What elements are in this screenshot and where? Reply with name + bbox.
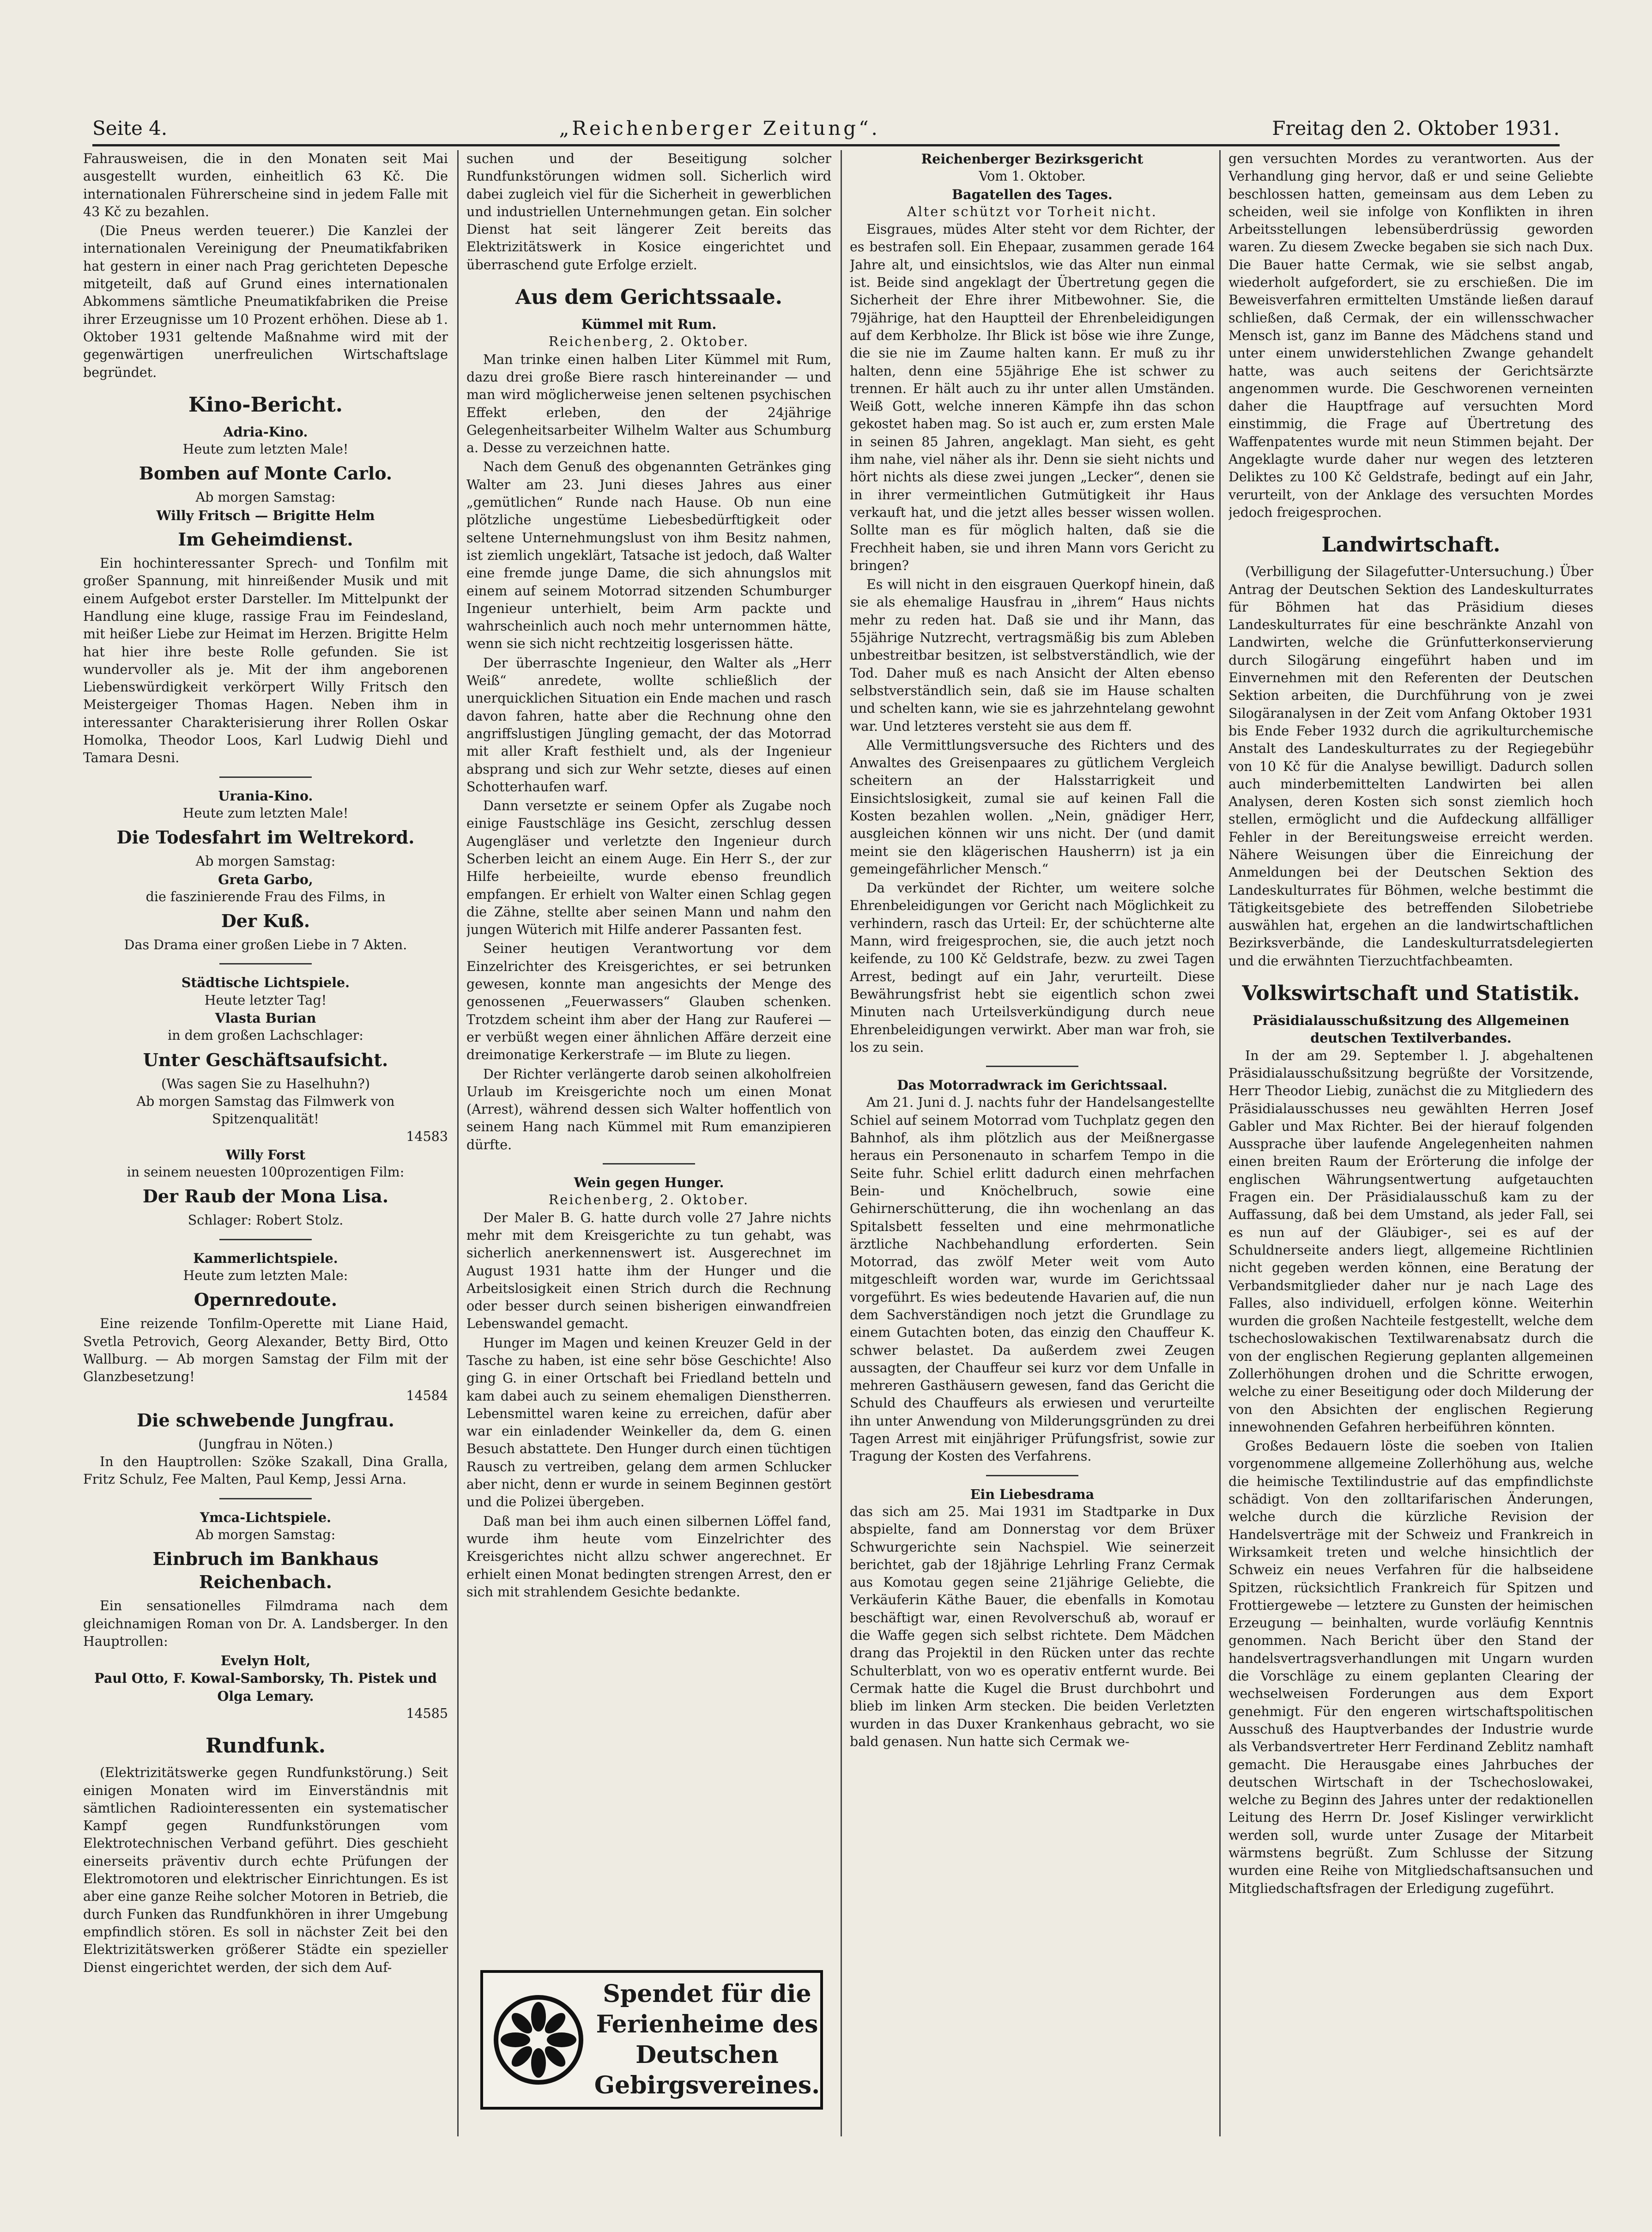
- listing-note: in dem großen Lachschlager:: [168, 1028, 363, 1043]
- article-text: In den Hauptrollen: Szöke Szakall, Dina Gralla, Fritz Schulz, Fee Malten, Paul Kemp, Jessi Arna.: [83, 1454, 448, 1487]
- cinema-name: Ymca-Lichtspiele.: [200, 1509, 332, 1525]
- article-text: Der Richter verlängerte darob seinen alkoholfreien Urlaub im Kreisgerichte noch um einen Monat (Arrest), während dessen sich Walter hoffentlich von seinem Hang nach Kümmel mit Rum emanzipieren dürfte.: [466, 1066, 831, 1152]
- film-cast: Vlasta Burian: [215, 1010, 316, 1026]
- column-3: [850, 150, 1215, 2136]
- listing-note: (Was sagen Sie zu Haselhuhn?): [161, 1076, 370, 1092]
- film-title: Einbruch im Bankhaus Reichenbach.: [152, 1548, 379, 1593]
- article-text: Großes Bedauern löste die soeben von Italien vorgenommene allgemeine Zollerhöhung aus, welche die heimische Textilindustrie auf das empfindlichste schädigt. Von den zolltarifarischen Änderungen, welche durch die kürzliche Revision der Handelsverträge mit der Schweiz und Frankreich in Wirksamkeit treten und welche hinsichtlich der Schweiz ein neues Verfahren für die halbseidene Spitzen, rücksichtlich Frankreich für Spitzen und Frottiergewebe — letztere zu Gunsten der heimischen Erzeugung — beinhalten, wurde vorläufig Kenntnis genommen. Nach Bericht über den Stand der handelsvertragsverhandlungen mit Ungarn wurden die Vorschläge zu einem geplanten Clearing der wechselweisen Forderungen aus dem Export genehmigt. Für den engeren wirtschaftspolitischen Ausschuß des Hauptverbandes der Industrie wurde als Verbandsvertreter Herr Ferdinand Zeblitz namhaft gemacht. Die Herausgabe eines Jahrbuches der deutschen Wirtschaft in der Tschechoslowakei, welche zu Beginn des Jahres unter der redaktionellen Leitung des Herrn Dr. Josef Kislinger verwirklicht werden soll, wurde unter Zusage der Mitarbeit wärmstens begrüßt. Zum Schlusse der Sitzung wurden eine Reihe von Mitgliedschaftsansuchen und Mitgliedschaftsfragen der Erledigung zugeführt.: [1228, 1438, 1593, 1896]
- article-text: Am 21. Juni d. J. nachts fuhr der Handelsangestellte Schiel auf seinem Motorrad vom Tuchplatz gegen den Bahnhof, als ihm plötzlich aus der Meißnergasse heraus ein Personenauto in scharfem Tempo in die Seite fuhr. Schiel erlitt dadurch einen mehrfachen Bein- und Knöchelbruch, sowie eine Gehirnerschütterung, die ihn wochenlang an das Spitalsbett fesselten und eine mehrmonatliche ärztliche Nachbehandlung erforderten. Sein Motorrad, das zwölf Meter weit vom Auto mitgeschleift worden war, wurde im Gerichtssaal vorgeführt. Es wies bedeutende Havarien auf, die nun dem Sachverständigen noch jetzt die Grundlage zu einem Gutachten boten, das einzig den Chauffeur K. schwer belastet. Da außerdem zwei Zeugen aussagten, der Chauffeur sei kurz vor dem Unfalle in mehreren Gasthäusern gewesen, fand das Gericht die Schuld des Chauffeurs als erwiesen und verurteilte ihn unter Anwendung von Milderungsgründen zu drei Tagen Arrest mit einjähriger Prüfungsfrist, sowie zur Tragung der Kosten des Verfahrens.: [850, 1095, 1215, 1464]
- article-title: Bagatellen des Tages.: [952, 186, 1113, 202]
- column-2: [466, 150, 831, 2136]
- film-title: Opernredoute.: [194, 1289, 338, 1310]
- film-title: Im Geheimdienst.: [178, 529, 353, 550]
- listing-note: Ab morgen Samstag:: [195, 1527, 336, 1542]
- article-text: Eisgraues, müdes Alter steht vor dem Richter, der es bestrafen soll. Ein Ehepaar, zusammen gerade 164 Jahre alt, und einsichtslos, wie das Alter nun einmal ist. Beide sind angeklagt der Übertretung gegen die Sicherheit der Ehre ihrer Mitbewohner. Sie, die 79jährige, hat den Hauptteil der Ehrenbeleidigungen auf dem Kerbholze. Ihr Blick ist böse wie ihre Zunge, die sie nie im Zaume halten kann. Er muß zu ihr halten, denn eine 55jährige Ehe ist schwer zu trennen. Er hält auch zu ihr unter allen Umständen. Weiß Gott, welche inneren Kämpfe ihn das schon gekostet haben mag. So ist auch er, zum ersten Male in seinen 85 Jahren, angeklagt. Man sieht, es geht ihm nahe, viel näher als ihr. Denn sie sieht nichts und hört nichts als diese zwei jungen „Lecker“, denen sie in ihrer vermeintlichen Gutmütigkeit ihr Haus verkauft hat, und die jetzt alles besser wissen wollen. Sollte man es für möglich halten, daß sie die Frechheit haben, sie und ihren Mann vors Gericht zu bringen?: [850, 222, 1215, 573]
- issue-date: Freitag den 2. Oktober 1931.: [1272, 117, 1560, 140]
- separator: [219, 963, 312, 964]
- section-heading: Landwirtschaft.: [1321, 533, 1501, 557]
- article-text: (Die Pneus werden teuerer.) Die Kanzlei der internationalen Vereinigung der Pneumatikfabriken hat gestern in einer nach Prag gerichteten Depesche mitgeteilt, daß auf Grund eines internationalen Abkommens sämtliche Pneumatikfabriken die Preise ihrer Erzeugnisse um 10 Prozent erhöhen. Diese ab 1. Oktober 1931 geltende Maßnahme wird mit der gegenwärtigen unerfreulichen Wirtschaftslage begründet.: [83, 223, 448, 380]
- film-cast: Paul Otto, F. Kowal-Samborsky, Th. Pistek und Olga Lemary.: [94, 1670, 437, 1704]
- article-text: Eine reizende Tonfilm-Operette mit Liane Haid, Svetla Petrovich, Georg Alexander, Betty Bird, Otto Wallburg. — Ab morgen Samstag der Film mit der Glanzbesetzung!: [83, 1316, 448, 1385]
- column-divider: [1219, 150, 1221, 2136]
- film-cast: Evelyn Holt,: [220, 1653, 311, 1669]
- dateline: Vom 1. Oktober.: [979, 169, 1086, 184]
- listing-note: Das Drama einer großen Liebe in 7 Akten.: [124, 937, 407, 953]
- article-text: Man trinke einen halben Liter Kümmel mit Rum, dazu drei große Biere rasch hintereinander — und man wird möglicherweise jenen seltenen psychischen Effekt erleben, den der 24jährige Gelegenheitsarbeiter Wilhelm Walter aus Schumburg a. Desse zu verzeichnen hatte.: [466, 352, 831, 456]
- cinema-name: Kammerlichtspiele.: [193, 1250, 338, 1266]
- article-text: (Verbilligung der Silagefutter-Untersuchung.) Über Antrag der Deutschen Sektion des Landeskulturrates für Böhmen hat das Präsidium dieses Landeskulturrates für eine beschränkte Anzahl von Landwirten, welche die Grünfutterkonservierung durch Silogärung eingeführt haben und im Einvernehmen mit den Referenten der Deutschen Sektion arbeiten, die Durchführung von je zwei Silogäranalysen in der Zeit vom Anfang Oktober 1931 bis Ende Feber 1932 durch die agrikulturchemische Anstalt des Landeskulturrates zu der Regiegebühr von 10 Kč für die Analyse bewilligt. Dadurch sollen auch minderbemittelten Landwirten bei allen Analysen, deren Kosten sich sonst ziemlich hoch stellen, ermöglicht und die Aufdeckung allfälliger Fehler in der Bereitungsweise erreicht werden. Nähere Weisungen über die Einreichung der Anmeldungen bei der Deutschen Sektion des Landeskulturrates für Böhmen, welche bestimmt die Tätigkeitsgebiete des betreffenden Silobetriebe auswählen hat, ergehen an die landwirtschaftlichen Bezirksverbände, die Landeskulturratsdelegierten und die erwähnten Tierzuchtfachbeamten.: [1228, 564, 1593, 969]
- article-title: Wein gegen Hunger.: [574, 1175, 724, 1191]
- article-text: Alle Vermittlungsversuche des Richters und des Anwaltes des Greisenpaares zu gütlichem Vergleich scheitern an der Halsstarrigkeit und Einsichtslosigkeit, zumal sie auf keinen Fall die Kosten bezahlen wollen. „Nein, gnädiger Herr, ausgleichen können wir uns nicht. Der (und damit meint sie den klägerischen Hausherrn) ist ja ein gemeingefährlicher Mensch.“: [850, 737, 1215, 877]
- advertisement-box: [480, 1970, 823, 2110]
- article-subtitle: Alter schützt vor Torheit nicht.: [907, 204, 1157, 219]
- film-title: Bomben auf Monte Carlo.: [139, 463, 393, 484]
- listing-note: Ab morgen Samstag:: [195, 490, 336, 505]
- film-title: Die schwebende Jungfrau.: [137, 1409, 394, 1431]
- article-text: Daß man bei ihm auch einen silbernen Löffel fand, wurde ihm heute vom Einzelrichter des Kreisgerichtes nicht allzu schwer angerechnet. Er erhielt einen Monat bedingten strengen Arrest, den er sich mit strahlendem Gesichte bedankte.: [466, 1513, 831, 1600]
- listing-note: Ab morgen Samstag das Filmwerk von Spitzenqualität!: [136, 1093, 395, 1127]
- column-4: [1228, 150, 1593, 2136]
- article-text: Da verkündet der Richter, um weitere solche Ehrenbeleidigungen vor Gericht nach Möglichkeit zu verhindern, rasch das Urteil: Er, der schüchterne alte Mann, wird freigesprochen, sie, die auch jetzt noch keifende, zu 100 Kč Geldstrafe, bezw. zu zwei Tagen Arrest, bedingt auf ein Jahr, verurteilt. Diese Bewährungsfrist hebt sie eigentlich schon zwei Minuten nach Urteilsverkündigung durch neue Ehrenbeleidigungen verwirkt. Aber man war froh, sie los zu sein.: [850, 880, 1215, 1055]
- separator: [219, 1239, 312, 1240]
- dateline: Reichenberg, 2. Oktober.: [548, 1192, 750, 1208]
- separator: [603, 1163, 695, 1165]
- listing-note: Heute letzter Tag!: [204, 992, 327, 1008]
- listing-note: Heute zum letzten Male:: [183, 1268, 348, 1283]
- dateline: Reichenberg, 2. Oktober.: [548, 334, 750, 350]
- listing-note: (Jungfrau in Nöten.): [198, 1436, 333, 1452]
- article-title: Ein Liebesdrama: [970, 1486, 1095, 1502]
- film-cast: Willy Forst: [225, 1146, 306, 1163]
- article-text: Dann versetzte er seinem Opfer als Zugabe noch einige Faustschläge ins Gesicht, zerschlug dessen Augengläser und verletzte den Ingenieur durch Scherben leicht an einem Auge. Ein Herr S., der zur Hilfe herbeieilte, wurde ebenso freundlich empfangen. Er erhielt von Walter einen Schlag gegen die Zähne, stellte aber seinen Mann und nahm den jungen Wüterich mit Hilfe anderer Passanten fest.: [466, 798, 831, 938]
- article-title: Präsidialausschußsitzung des Allgemeinen deutschen Textilverbandes.: [1253, 1013, 1569, 1046]
- article-title: Kümmel mit Rum.: [581, 316, 717, 333]
- article-text: Nach dem Genuß des obgenannten Getränkes ging Walter am 23. Juni dieses Jahres aus einer „gemütlichen“ Runde nach Hause. Ob nun eine plötzliche ungestüme Liebesbedürftigkeit oder seltene Unternehmungslust von ihm Besitz nahmen, ist ziemlich ungeklärt, Tatsache ist jedoch, daß Walter eine fremde junge Dame, die sich ahnungslos mit einem auf seinem Motorrad sitzenden Schumburger Ingenieur unterhielt, beim Arm packte und wahrscheinlich auch noch mehr unternommen hätte, wenn sie sich nicht rechtzeitig losgerissen hätte.: [466, 459, 831, 652]
- separator: [219, 1498, 312, 1499]
- article-text: das sich am 25. Mai 1931 im Stadtparke in Dux abspielte, fand am Donnerstag vor dem Brüxer Schwurgerichte sein Nachspiel. Wie seinerzeit berichtet, gab der 18jährige Lehrling Franz Cermak aus Komotau gegen seine 21jährige Geliebte, die Verkäuferin Käthe Bauer, die ebenfalls in Komotau beschäftigt war, einen Revolverschuß ab, worauf er die Waffe gegen sich selbst richtete. Dem Mädchen drang das Projektil in den Rücken unter das rechte Schulterblatt, von wo es operativ entfernt wurde. Bei Cermak hatte die Kugel die Brust durchbohrt und blieb im linken Arm stecken. Die beiden Verletzten wurden in das Duxer Krankenhaus gebracht, wo sie bald genasen. Nun hatte sich Cermak we-: [850, 1504, 1215, 1749]
- article-text: In der am 29. September l. J. abgehaltenen Präsidialausschußsitzung begrüßte der Vorsitzende, Herr Theodor Liebig, zunächst die zu Mitgliedern des Präsidialausschusses neu gewählten Herren Josef Gabler und Max Richter. Bei der hierauf folgenden Aussprache über laufende Angelegenheiten nahmen einen breiten Raum der Erörterung die infolge der englischen Währungsentwertung aufgetauchten Fragen ein. Der Präsidialausschuß kam zu der Auffassung, daß bei dem Umstand, als jeder Fall, sei es nun auf der Gläubiger-, sei es auf der Schuldnerseite anders liegt, allgemeine Richtlinien nicht gegeben werden können, eine Beratung der Verbandsmitglieder daher nur je nach Lage des Falles, also individuell, erfolgen könne. Weiterhin wurden die großen Nachteile festgestellt, welche dem tschechoslowakischen Textilwarenabsatz durch die von der englischen Regierung geplanten allgemeinen Zollerhöhungen drohen und die Schritte erwogen, welche zu einer Beseitigung oder doch Milderung der von den Absichten der englischen Regierung innewohnenden Gefahren herbeiführen könnten.: [1228, 1048, 1593, 1435]
- newspaper-title: „Reichenberger Zeitung“.: [559, 117, 880, 140]
- film-title: Die Todesfahrt im Weltrekord.: [116, 827, 415, 848]
- section-heading: Aus dem Gerichtssaale.: [515, 285, 782, 309]
- section-heading: Reichenberger Bezirksgericht: [921, 151, 1144, 167]
- article-text: suchen und der Beseitigung solcher Rundfunkstörungen widmen soll. Sicherlich wird dabei zugleich viel für die Sicherheit in gewerblichen und industriellen Unternehmungen getan. Ein solcher Dienst hat seit längerer Zeit bereits das Elektrizitätswerk in Kosice eingerichtet und überraschend gute Erfolge erzielt.: [466, 151, 831, 273]
- article-text: Der Maler B. G. hatte durch volle 27 Jahre nichts mehr mit dem Kreisgerichte zu tun gehabt, was sicherlich anerkennenswert ist. Ausgerechnet im August 1931 hatte ihm der Hunger und die Arbeitslosigkeit einen Strich durch die Rechnung oder besser durch seinen bisherigen einwandfreien Lebenswandel gemacht.: [466, 1210, 831, 1332]
- article-text: gen versuchten Mordes zu verantworten. Aus der Verhandlung ging hervor, daß er und seine Geliebte beschlossen hatten, gemeinsam aus dem Leben zu scheiden, weil sie infolge von Konflikten in ihren Arbeitsstellungen lebensüberdrüssig geworden waren. Zu diesem Zwecke begaben sie sich nach Dux. Die Bauer hatte Cermak, wie sie selbst angab, wiederholt aufgefordert, sie zu erschießen. Die im Beweisverfahren ermittelten Umstände ließen darauf schließen, daß Cermak, der ein willensschwacher Mensch ist, ganz im Banne des Mädchens stand und unter einem unwiderstehlichen Zwange gehandelt hatte, was auch seitens der Gerichtsärzte angenommen wurde. Die Geschworenen verneinten daher die Hauptfrage auf versuchten Mord einstimmig, die Frage auf Übertretung des Waffenpatentes wurde mit neun Stimmen bejaht. Der Angeklagte wurde daher nur wegen des letzteren Deliktes zu 100 Kč Geldstrafe, bedingt auf ein Jahr, verurteilt, von der Anklage des versuchten Mordes jedoch freigesprochen.: [1228, 151, 1593, 520]
- separator: [986, 1066, 1078, 1067]
- article-text: Ein hochinteressanter Sprech- und Tonfilm mit großer Spannung, mit hinreißender Musik und mit einem Aufgebot erster Darsteller. Im Mittelpunkt der Handlung eine kluge, rassige Frau im Feindesland, mit heißer Liebe zur Heimat im Herzen. Brigitte Helm hat hier ihre beste Rolle gefunden. Sie ist wundervoller als je. Mit der ihm angeborenen Liebenswürdigkeit verkörpert Willy Fritsch den Meistergeiger Thomas Hagen. Neben ihm in interessanter Charakterisierung ihrer Rollen Oskar Homolka, Theodor Loos, Karl Ludwig Diehl und Tamara Desni.: [83, 556, 448, 766]
- film-title: Der Raub der Mona Lisa.: [142, 1186, 389, 1207]
- listing-note: in seinem neuesten 100prozentigen Film:: [127, 1165, 405, 1180]
- separator: [986, 1475, 1078, 1476]
- listing-number: 14584: [406, 1388, 448, 1404]
- column-divider: [457, 150, 459, 2136]
- film-title: Unter Geschäftsaufsicht.: [143, 1049, 388, 1070]
- column-divider: [841, 150, 842, 2136]
- listing-note: Schlager: Robert Stolz.: [188, 1213, 344, 1228]
- article-text: Fahrausweisen, die in den Monaten seit Mai ausgestellt wurden, einheitlich 63 Kč. Die internationalen Führerscheine sind in jedem Falle mit 43 Kč zu bezahlen.: [83, 151, 448, 219]
- separator: [219, 776, 312, 778]
- article-text: Es will nicht in den eisgrauen Querkopf hinein, daß sie als ehemalige Hausfrau in „ihrem“ Haus nichts mehr zu reden hat. Daß sie und ihr Mann, das 55jährige Nutzrecht, vertragsmäßig bis zum Ableben unbestreitbar besitzen, ist selbstverständlich, wie der Tod. Daher muß es nach Ansicht der Alten ebenso selbstverständlich sein, daß sie im Hause schalten und schelten kann, wie sie es jahrzehntelang gewohnt war. Und letzteres versteht sie aus dem ff.: [850, 577, 1215, 734]
- section-heading: Rundfunk.: [205, 1734, 326, 1758]
- film-title: Der Kuß.: [221, 910, 310, 932]
- article-text: Seiner heutigen Verantwortung vor dem Einzelrichter des Kreisgerichtes, er sei betrunken gewesen, konnte man angesichts der Menge des genossenen „Feuerwassers“ Glauben schenken. Trotzdem scheint ihm aber der Hang zur Rauferei — er verbüßt wegen einer ähnlichen Affäre derzeit eine dreimonatige Kerkerstrafe — im Blute zu liegen.: [466, 941, 831, 1063]
- cinema-name: Städtische Lichtspiele.: [181, 975, 350, 991]
- film-cast: Greta Garbo,: [218, 871, 313, 887]
- article-text: Ein sensationelles Filmdrama nach dem gleichnamigen Roman von Dr. A. Landsberger. In den Hauptrollen:: [83, 1598, 448, 1649]
- section-heading: Volkswirtschaft und Statistik.: [1242, 982, 1580, 1006]
- listing-note: Ab morgen Samstag:: [195, 854, 336, 869]
- listing-note: Heute zum letzten Male!: [182, 805, 349, 821]
- article-title: Das Motorradwrack im Gerichtssaal.: [897, 1077, 1168, 1093]
- cinema-name: Urania-Kino.: [218, 788, 313, 804]
- article-text: Hunger im Magen und keinen Kreuzer Geld in der Tasche zu haben, ist eine sehr böse Geschichte! Also ging G. in einer Ortschaft bei Friedland betteln und kam dabei auch zu seinem ehemaligen Dienstherren. Lebensmittel waren keine zu erreichen, dafür aber war ein einladender Weinkeller da, dem G. einen Besuch abstattete. Den Hunger durch einen tüchtigen Rausch zu vertreiben, gelang dem armen Schlucker aber nicht, denn er wurde in seinem Beginnen gestört und die Polizei übergeben.: [466, 1335, 831, 1510]
- page-header: [92, 110, 1560, 146]
- edelweiss-icon: [492, 1989, 585, 2091]
- page-number: Seite 4.: [92, 117, 168, 140]
- listing-note: Heute zum letzten Male!: [182, 442, 349, 457]
- film-cast: Willy Fritsch — Brigitte Helm: [156, 507, 375, 523]
- listing-number: 14585: [406, 1706, 448, 1721]
- section-heading: Kino-Bericht.: [188, 393, 343, 417]
- column-1: [83, 150, 448, 2136]
- listing-note: die faszinierende Frau des Films, in: [145, 889, 386, 904]
- listing-number: 14583: [406, 1129, 448, 1145]
- article-text: Der überraschte Ingenieur, den Walter als „Herr Weiß“ anredete, wollte schließlich der unerquicklichen Situation ein Ende machen und rasch davon fahren, hatte aber die Rechnung ohne den angriffslustigen Jüngling gemacht, der das Motorrad mit aller Kraft festhielt und, als der Ingenieur absprang und sich zur Wehr setzte, dieses auf einen Schotterhaufen warf.: [466, 655, 831, 795]
- advertisement-text: Spendet für die Ferienheime des Deutschen Gebirgsvereines.: [594, 1980, 820, 2099]
- article-text: (Elektrizitätswerke gegen Rundfunkstörung.) Seit einigen Monaten wird im Einverständnis mit sämtlichen Radiointeressenten ein systematischer Kampf gegen Rundfunkstörungen vom Elektrotechnischen Verband geführt. Dies geschieht einerseits präventiv durch echte Prüfungen der Elektromotoren und elektrischer Einrichtungen. Es ist aber eine ganze Reihe solcher Motoren in Betrieb, die durch Funken das Rundfunkhören in ihrer Umgebung empfindlich stören. Es soll in nächster Zeit bei den Elektrizitätswerken größerer Städte ein spezieller Dienst eingerichtet werden, der sich dem Auf-: [83, 1765, 448, 1975]
- cinema-name: Adria-Kino.: [223, 424, 308, 440]
